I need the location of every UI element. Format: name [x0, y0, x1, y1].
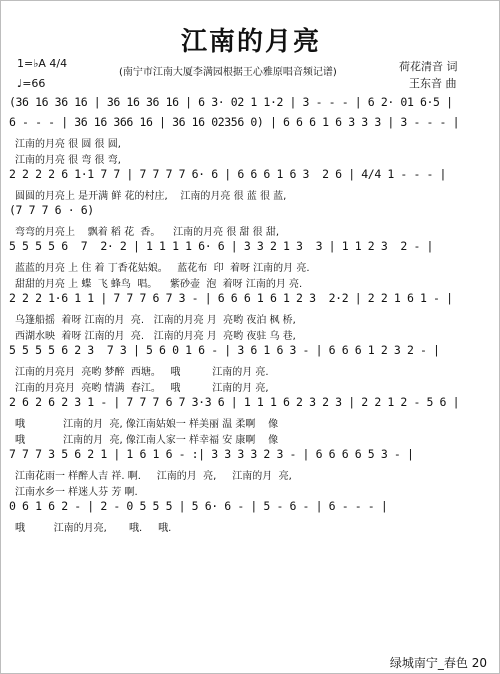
notation-line: 7 7 7 3 5 6 2 1 | 1 6 1 6 - :| 3 3 3 3 2 3 - | 6 6 6 6 5 3 - | [9, 447, 414, 461]
tempo-marking: ♩=66 [17, 77, 46, 90]
notation-line: (7 7 7 6 · 6) [9, 203, 94, 217]
lyric-line: 江南水乡一 样迷人芬 芳 啊. [15, 487, 138, 498]
lyric-line: 哦 江南的月 亮, 像江南人家一 样幸福 安 康啊 像 [15, 435, 279, 446]
notation-line: (36 16 36 16 | 36 16 36 16 | 6 3· 02 1 1·2 | 3 - - - | 6 2· 01 6·5 | [9, 95, 453, 109]
key-signature: 1=♭A 4/4 [17, 57, 68, 70]
transcription-note: (南宁市江南大厦李满园根据王心雅原唱音频记谱) [119, 67, 337, 78]
lyric-line: 乌篷船摇 着呀 江南的月 亮. 江南的月亮 月 亮哟 夜泊 枫 桥, [15, 315, 296, 326]
lyric-line: 蓝蓝的月亮 上 住 着 丁香花姑娘。 蓝花布 印 着呀 江南的月 亮. [15, 263, 310, 274]
lyric-line: 江南花雨一 样醉人吉 祥. 啊. 江南的月 亮, 江南的月 亮, [15, 471, 292, 482]
notation-line: 0 6 1 6 2 - | 2 - 0 5 5 5 | 5 6· 6 - | 5 - 6 - | 6 - - - | [9, 499, 388, 513]
notation-line: 5 5 5 5 6 2 3 7 3 | 5 6 0 1 6 - | 3 6 1 6 3 - | 6 6 6 1 2 3 2 - | [9, 343, 440, 357]
notation-line: 5 5 5 5 6 7 2· 2 | 1 1 1 1 6· 6 | 3 3 2 1 3 3 | 1 1 2 3 2 - | [9, 239, 434, 253]
notation-line: 2 6 2 6 2 3 1 - | 7 7 7 6 7 3·3 6 | 1 1 1 6 2 3 2 3 | 2 2 1 2 - 5 6 | [9, 395, 460, 409]
lyric-line: 哦 江南的月亮, 哦. 哦. [15, 523, 172, 534]
lyric-line: 西湖水映 着呀 江南的月 亮. 江南的月亮 月 亮哟 夜驻 乌 巷, [15, 331, 296, 342]
notation-line: 2 2 2 1·6 1 1 | 7 7 7 6 7 3 - | 6 6 6 1 6 1 2 3 2·2 | 2 2 1 6 1 - | [9, 291, 453, 305]
composer-credit: 王东音 曲 [409, 77, 457, 90]
notation-line: 2 2 2 2 6 1·1 7 7 | 7 7 7 7 6· 6 | 6 6 6 1 6 3 2 6 | 4/4 1 - - - | [9, 167, 447, 181]
footer-watermark: 绿城南宁_春色 20 [389, 656, 487, 670]
lyric-line: 江南的月亮月 亮哟 情满 春江。 哦 江南的月 亮, [15, 383, 269, 394]
lyricist-credit: 荷花清音 词 [399, 60, 458, 73]
lyric-line: 圆圆的月亮上 是开满 鲜 花的村庄, 江南的月亮 很 蓝 很 蓝, [15, 191, 287, 202]
lyric-line: 甜甜的月亮 上 蝶 飞 蜂鸟 唱。 紫砂壶 泡 着呀 江南的月 亮. [15, 279, 303, 290]
song-title: 江南的月亮 [180, 27, 321, 57]
lyric-line: 哦 江南的月 亮, 像江南姑娘一 样美丽 温 柔啊 像 [15, 419, 279, 430]
lyric-line: 江南的月亮 很 弯 很 弯, [15, 155, 121, 166]
lyric-line: 弯弯的月亮上 飘着 稻 花 香。 江南的月亮 很 甜 很 甜, [15, 227, 280, 238]
notation-line: 6 - - - | 36 16 366 16 | 36 16 02356 0) | 6 6 6 1 6 3 3 3 | 3 - - - | [9, 115, 460, 129]
lyric-line: 江南的月亮月 亮哟 梦醉 西塘。 哦 江南的月 亮. [15, 367, 269, 378]
lyric-line: 江南的月亮 很 圆 很 圆, [15, 139, 121, 150]
